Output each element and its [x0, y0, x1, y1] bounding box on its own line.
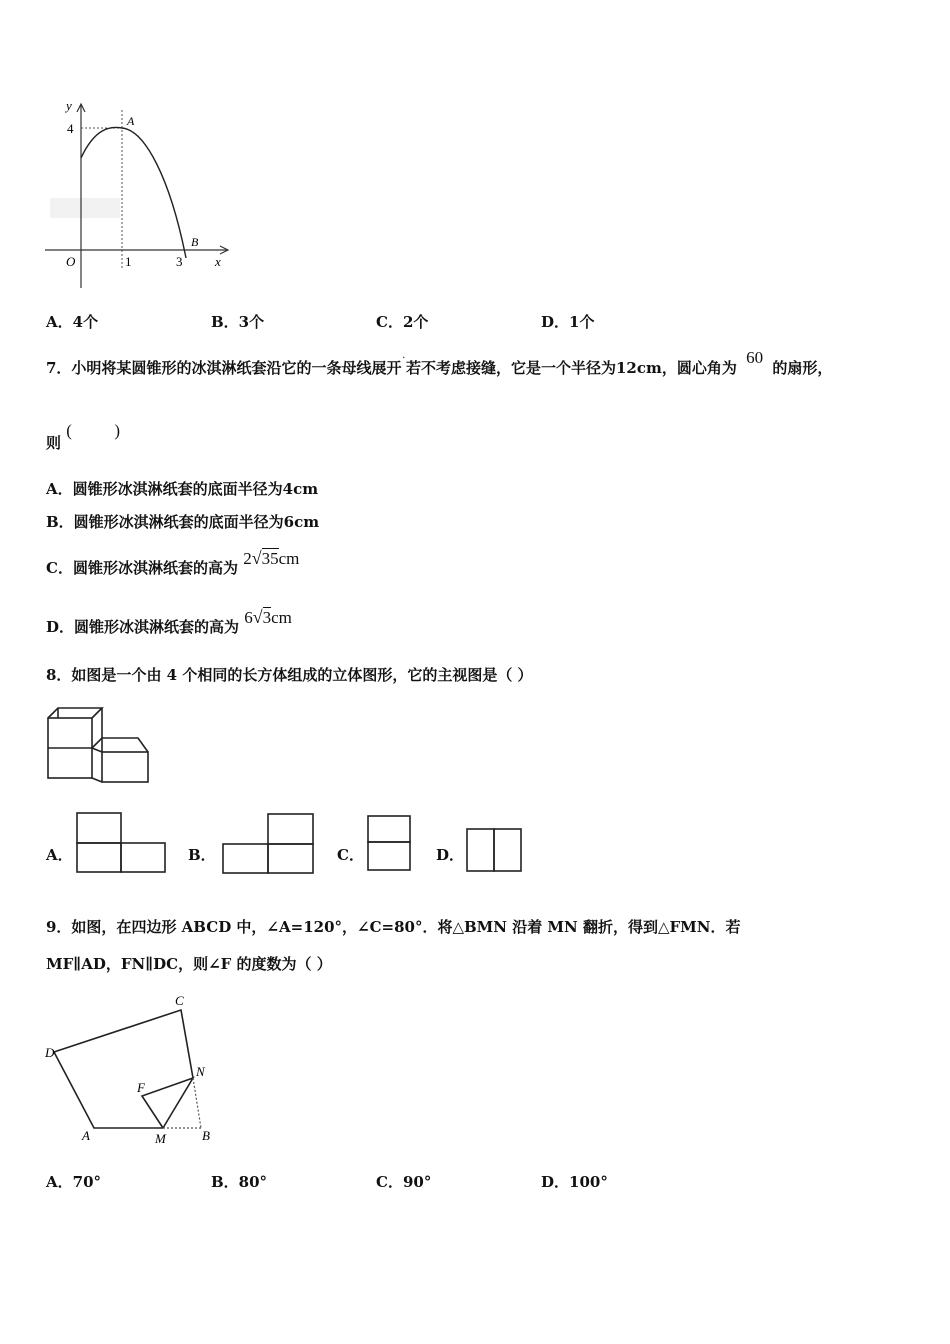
vertex-n-label: N [196, 1064, 205, 1079]
q9-quadrilateral-figure [40, 990, 230, 1150]
point-a-label: A [127, 114, 135, 128]
parabola-curve [81, 127, 186, 258]
q6-option-a[interactable]: A．4个 [46, 313, 99, 331]
vertex-b-label: B [202, 1128, 210, 1143]
q8-option-c-view[interactable] [367, 815, 413, 873]
vertex-f-label: F [137, 1080, 145, 1095]
q7-line2: 则 [46, 434, 62, 452]
q6-parabola-graph [40, 98, 240, 298]
q8-option-a-view[interactable] [76, 812, 168, 874]
q8-option-d-label[interactable]: D． [436, 846, 465, 864]
y-tick-4: 4 [67, 121, 74, 136]
q8-option-d-view[interactable] [466, 828, 524, 874]
q8-option-b-label[interactable]: B． [188, 846, 216, 864]
q7-option-d-math: 6√3cm [244, 607, 292, 627]
point-b-label: B [191, 235, 199, 249]
q7-option-a[interactable]: A．圆锥形冰淇淋纸套的底面半径为4cm [46, 480, 319, 498]
q7-option-c-math: 2√35cm [243, 548, 300, 568]
vertex-c-label: C [175, 993, 184, 1008]
x-tick-1: 1 [125, 254, 132, 269]
q9-option-b[interactable]: B．80° [211, 1173, 268, 1191]
q7-option-c-text: C．圆锥形冰淇淋纸套的高为 [46, 559, 238, 577]
q8-option-b-view[interactable] [222, 813, 316, 875]
q8-option-a-label[interactable]: A． [46, 846, 73, 864]
x-tick-3: 3 [176, 254, 183, 269]
q8-stem: 8．如图是一个由 4 个相同的长方体组成的立体图形，它的主视图是（ ） [46, 666, 533, 684]
q9-option-a[interactable]: A．70° [46, 1173, 102, 1191]
q7-stem-line1: 7．小明将某圆锥形的冰淇淋纸套沿它的一条母线展开˙若不考虑接缝，它是一个半径为12cm，圆心角为 60 的扇形， [46, 348, 833, 377]
origin-label: O [66, 254, 76, 269]
q7-stem-line2 [46, 421, 121, 453]
x-axis-label: x [215, 254, 221, 269]
q6-option-c[interactable]: C．2个 [376, 313, 429, 331]
q9-stem-line1: 9．如图，在四边形 ABCD 中，∠A=120°，∠C=80°．将△BMN 沿着 MN 翻折，得到△FMN．若 [46, 918, 741, 936]
q9-option-c[interactable]: C．90° [376, 1173, 432, 1191]
q7-option-d-text: D．圆锥形冰淇淋纸套的高为 [46, 618, 240, 636]
vertex-d-label: D [45, 1045, 55, 1060]
q7-option-d[interactable] [46, 607, 292, 637]
q7-text-part1: 7．小明将某圆锥形的冰淇淋纸套沿它的一条母线展开 [46, 359, 402, 377]
q8-option-c-label[interactable]: C． [337, 846, 364, 864]
y-axis-label: y [66, 98, 72, 113]
q6-option-b[interactable]: B．3个 [211, 313, 265, 331]
q9-option-d[interactable]: D．100° [541, 1173, 608, 1191]
q8-3d-figure [44, 704, 156, 788]
q7-option-c[interactable] [46, 548, 300, 578]
q7-option-b[interactable]: B．圆锥形冰淇淋纸套的底面半径为6cm [46, 513, 320, 531]
vertex-a-label: A [82, 1128, 90, 1143]
q7-text-part3: 的扇形， [772, 359, 833, 377]
q7-text-part2: 若不考虑接缝，它是一个半径为12cm，圆心角为 [405, 359, 737, 377]
q7-angle-value: 60 [746, 348, 764, 367]
q7-paren: ( ) [66, 421, 121, 440]
q6-option-d[interactable]: D．1个 [541, 313, 595, 331]
q9-stem-line2: MF∥AD，FN∥DC，则∠F 的度数为（ ） [46, 955, 332, 973]
vertex-m-label: M [155, 1131, 166, 1146]
